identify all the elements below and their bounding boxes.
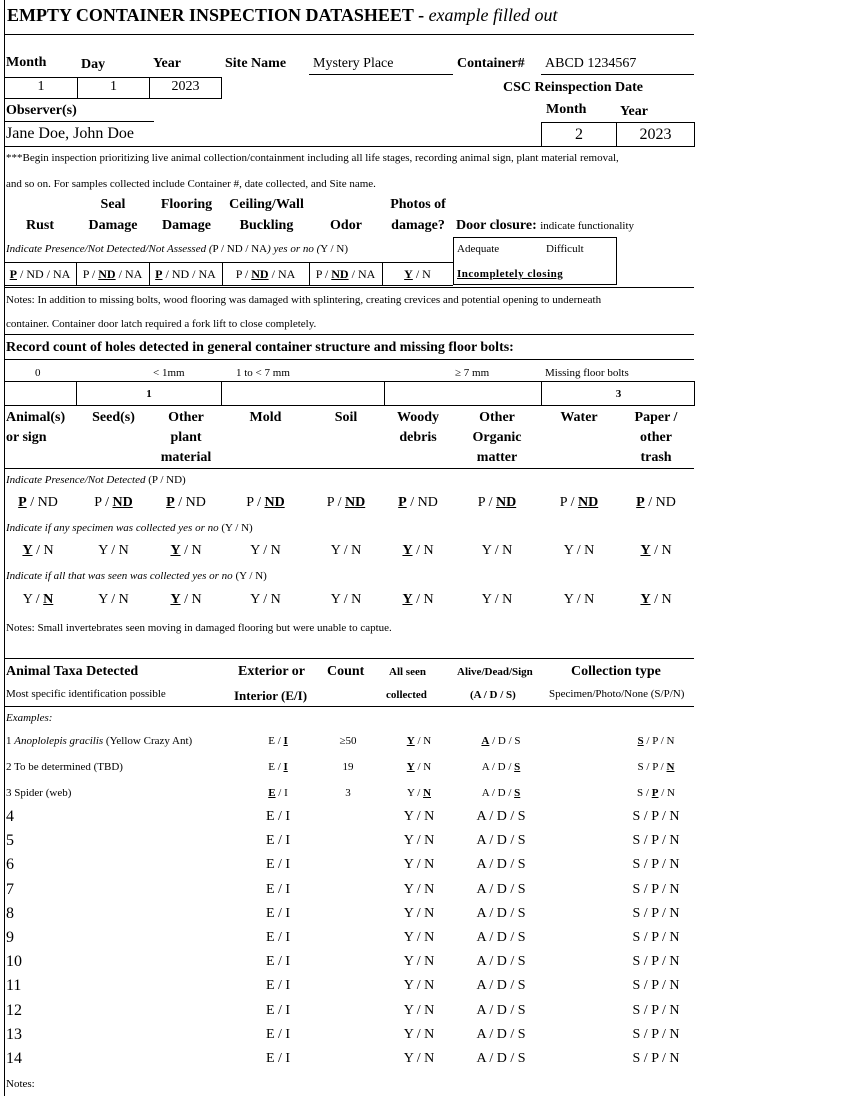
row-6-seen[interactable]: Y / N: [403, 857, 435, 873]
all-seen-value-1[interactable]: Y / N: [98, 592, 129, 607]
row-7-ei[interactable]: E / I: [265, 881, 291, 897]
example-ads-1[interactable]: A / D / S: [481, 735, 521, 747]
material-header-6-line2: matter: [476, 450, 518, 465]
material-header-3-line0: Mold: [249, 410, 282, 425]
title-sub: example filled out: [428, 5, 558, 25]
specimen-value-0[interactable]: Y / N: [22, 543, 54, 558]
all-seen-value-2[interactable]: Y / N: [170, 592, 202, 607]
site-label: Site Name: [225, 56, 287, 71]
ei-header: Exterior or: [238, 664, 305, 679]
material-header-2-line1: plant: [170, 430, 202, 445]
holes-label-lt1: < 1mm: [153, 367, 185, 379]
example-name-1[interactable]: 1 Anoplolepis gracilis (Yellow Crazy Ant): [6, 735, 193, 747]
material-header-5-line0: Woody: [396, 410, 439, 425]
csc-month-value[interactable]: 2: [575, 126, 583, 143]
material-header-0-line0: Animal(s): [6, 410, 66, 425]
material-header-0-line1: or sign: [6, 430, 47, 445]
row-number-7: 7: [6, 880, 14, 898]
damage-header-2-line1: Flooring: [160, 197, 213, 212]
row-10-ctype[interactable]: S / P / N: [632, 954, 680, 970]
example-seen-1[interactable]: Y / N: [406, 735, 432, 747]
damage-header-3-line2: Buckling: [239, 218, 294, 233]
title-main: EMPTY CONTAINER INSPECTION DATASHEET -: [7, 5, 425, 25]
csc-label: CSC Reinspection Date: [503, 80, 643, 95]
damage-header-0-line2: Rust: [25, 218, 54, 233]
count-header: Count: [327, 664, 365, 679]
material-header-7-line0: Water: [560, 410, 598, 425]
holes-label-bolts: Missing floor bolts: [545, 367, 629, 379]
damage-value-1[interactable]: P / ND / NA: [82, 267, 143, 281]
material-header-8-line2: trash: [640, 450, 672, 465]
material-header-1-line0: Seed(s): [92, 410, 135, 425]
row-5-ei[interactable]: E / I: [265, 833, 291, 849]
damage-header-5-line2: damage?: [391, 218, 445, 233]
example-name-2[interactable]: 2 To be determined (TBD): [6, 761, 123, 773]
all-seen-value-4[interactable]: Y / N: [330, 592, 362, 607]
all-seen-value-0[interactable]: Y / N: [22, 592, 54, 607]
material-header-8-line0: Paper /: [634, 410, 678, 425]
container-value[interactable]: ABCD 1234567: [545, 56, 637, 71]
month-label: Month: [6, 55, 47, 70]
alive-header: Alive/Dead/Sign: [457, 666, 533, 678]
row-11-ads[interactable]: A / D / S: [476, 978, 526, 994]
specimen-value-4[interactable]: Y / N: [330, 543, 362, 558]
example-name-3[interactable]: 3 Spider (web): [6, 787, 72, 799]
door-adequate[interactable]: Adequate: [457, 243, 500, 255]
specimen-value-7[interactable]: Y / N: [563, 543, 595, 558]
holes-title: Record count of holes detected in general container structure and missing floor bolts:: [6, 340, 514, 355]
row-9-ads[interactable]: A / D / S: [476, 930, 526, 945]
specimen-value-6[interactable]: Y / N: [481, 543, 513, 558]
taxa-notes: Notes:: [6, 1078, 35, 1090]
presence-hint: Indicate Presence/Not Detected (P / ND): [6, 474, 186, 486]
instructions-line-2: and so on. For samples collected include Container #, date collected, and Site name.: [6, 178, 376, 190]
row-11-seen[interactable]: Y / N: [403, 978, 435, 994]
damage-header-2-line2: Damage: [162, 218, 211, 233]
holes-value-lt1[interactable]: 1: [146, 388, 152, 400]
damage-header-1-line2: Damage: [88, 218, 138, 233]
row-number-6: 6: [6, 856, 14, 874]
material-header-5-line1: debris: [399, 430, 437, 445]
row-5-seen[interactable]: Y / N: [403, 833, 435, 849]
row-11-ei[interactable]: E / I: [265, 978, 291, 994]
row-9-ctype[interactable]: S / P / N: [632, 930, 680, 945]
row-6-ads[interactable]: A / D / S: [476, 857, 526, 873]
row-12-ctype[interactable]: S / P / N: [632, 1002, 680, 1018]
presence-value-8[interactable]: P / ND: [636, 495, 676, 510]
damage-value-4[interactable]: P / ND / NA: [315, 267, 376, 281]
row-13-ctype[interactable]: S / P / N: [632, 1026, 680, 1042]
material-header-6-line1: Organic: [472, 430, 522, 445]
year-value[interactable]: 2023: [171, 79, 200, 94]
door-difficult[interactable]: Difficult: [546, 243, 584, 255]
observer-value[interactable]: Jane Doe, John Doe: [6, 125, 134, 142]
row-14-ads[interactable]: A / D / S: [476, 1051, 526, 1066]
ei-header-2: Interior (E/I): [234, 688, 308, 703]
damage-header-3-line1: Ceiling/Wall: [229, 197, 304, 212]
presence-value-6[interactable]: P / ND: [477, 495, 517, 510]
row-9-seen[interactable]: Y / N: [403, 930, 435, 945]
material-header-6-line0: Other: [479, 410, 515, 425]
row-12-ads[interactable]: A / D / S: [476, 1002, 526, 1018]
row-6-ei[interactable]: E / I: [265, 857, 291, 873]
material-header-4-line0: Soil: [334, 410, 358, 425]
example-ads-3[interactable]: A / D / S: [481, 787, 521, 799]
row-10-seen[interactable]: Y / N: [403, 954, 435, 970]
example-seen-2[interactable]: Y / N: [406, 761, 432, 773]
row-number-11: 11: [6, 977, 22, 995]
row-14-ctype[interactable]: S / P / N: [632, 1051, 680, 1066]
all-seen-hint: Indicate if all that was seen was collected yes or no (Y / N): [6, 570, 267, 582]
row-8-ei[interactable]: E / I: [265, 905, 291, 921]
example-count-2[interactable]: 19: [342, 761, 354, 773]
example-ads-2[interactable]: A / D / S: [481, 761, 521, 773]
all-seen-value-6[interactable]: Y / N: [481, 592, 513, 607]
month-value[interactable]: 1: [37, 79, 45, 94]
row-7-seen[interactable]: Y / N: [403, 881, 435, 897]
row-number-8: 8: [6, 904, 14, 922]
damage-value-3[interactable]: P / ND / NA: [235, 267, 296, 281]
specimen-value-2[interactable]: Y / N: [170, 543, 202, 558]
day-label: Day: [81, 57, 106, 72]
damage-header-1-line1: Seal: [100, 197, 126, 212]
row-8-ads[interactable]: A / D / S: [476, 905, 526, 921]
example-ctype-2[interactable]: S / P / N: [637, 761, 675, 773]
row-4-ads[interactable]: A / D / S: [476, 809, 526, 824]
examples-label: Examples:: [6, 712, 53, 724]
damage-value-5[interactable]: Y / N: [404, 267, 431, 281]
specimen-hint: Indicate if any specimen was collected yes or no (Y / N): [6, 522, 253, 534]
damage-value-0[interactable]: P / ND / NA: [9, 267, 71, 281]
row-4-seen[interactable]: Y / N: [403, 809, 435, 824]
row-number-13: 13: [6, 1025, 22, 1043]
presence-value-5[interactable]: P / ND: [398, 495, 438, 510]
row-6-ctype[interactable]: S / P / N: [632, 857, 680, 873]
presence-value-7[interactable]: P / ND: [559, 495, 599, 510]
door-closure-label: Door closure: indicate functionality: [456, 218, 635, 233]
example-ctype-3[interactable]: S / P / N: [637, 787, 675, 799]
holes-value-bolts[interactable]: 3: [615, 388, 622, 400]
row-14-seen[interactable]: Y / N: [403, 1051, 435, 1066]
example-ei-2[interactable]: E / I: [268, 761, 288, 773]
example-ei-3[interactable]: E / I: [268, 787, 288, 799]
damage-value-2[interactable]: P / ND / NA: [155, 267, 216, 281]
damage-notes-line-2: container. Container door latch required a fork lift to close completely.: [6, 318, 317, 330]
row-5-ctype[interactable]: S / P / N: [632, 833, 680, 849]
row-8-ctype[interactable]: S / P / N: [632, 905, 680, 921]
material-header-2-line2: material: [160, 450, 212, 465]
row-14-ei[interactable]: E / I: [265, 1051, 291, 1066]
presence-value-1[interactable]: P / ND: [94, 495, 133, 510]
all-seen-value-7[interactable]: Y / N: [563, 592, 595, 607]
example-ei-1[interactable]: E / I: [268, 735, 288, 747]
example-count-1[interactable]: ≥50: [339, 735, 357, 747]
all-seen-header: All seen: [389, 666, 426, 678]
material-header-2-line0: Other: [168, 410, 204, 425]
all-seen-value-3[interactable]: Y / N: [250, 592, 281, 607]
holes-label-1to7: 1 to < 7 mm: [236, 367, 290, 379]
example-seen-3[interactable]: Y / N: [406, 787, 432, 799]
row-7-ads[interactable]: A / D / S: [476, 881, 526, 897]
csc-month-label: Month: [546, 102, 587, 117]
container-label: Container#: [457, 56, 525, 71]
damage-indicate-hint: Indicate Presence/Not Detected/Not Assessed (P / ND / NA) yes or no (Y / N): [6, 243, 348, 255]
presence-value-2[interactable]: P / ND: [166, 495, 206, 510]
row-10-ads[interactable]: A / D / S: [476, 954, 526, 970]
row-number-4: 4: [6, 808, 14, 825]
year-label: Year: [153, 56, 181, 71]
holes-label-ge7: ≥ 7 mm: [455, 367, 490, 379]
damage-header-4-line2: Odor: [330, 218, 362, 233]
instructions-line-1: ***Begin inspection prioritizing live animal collection/containment including all life stages, recording animal sign, plant material removal,: [6, 152, 619, 164]
row-number-14: 14: [6, 1050, 22, 1067]
presence-value-4[interactable]: P / ND: [326, 495, 366, 510]
row-7-ctype[interactable]: S / P / N: [632, 881, 680, 897]
door-incomplete[interactable]: Incompletely closing: [457, 268, 564, 280]
row-5-ads[interactable]: A / D / S: [476, 833, 526, 849]
taxa-subheader: Most specific identification possible: [6, 688, 166, 700]
row-13-ads[interactable]: A / D / S: [476, 1026, 526, 1042]
csc-year-label: Year: [620, 104, 648, 119]
all-seen-value-8[interactable]: Y / N: [640, 592, 672, 607]
row-9-ei[interactable]: E / I: [265, 930, 291, 945]
materials-notes: Notes: Small invertebrates seen moving in damaged flooring but were unable to captue.: [6, 622, 392, 634]
alive-header-2: (A / D / S): [470, 689, 516, 701]
damage-notes-line-1: Notes: In addition to missing bolts, wood flooring was damaged with splintering, creating crevices and potential opening to underneath: [6, 294, 602, 306]
row-number-5: 5: [6, 832, 14, 850]
row-13-ei[interactable]: E / I: [265, 1026, 291, 1042]
specimen-value-1[interactable]: Y / N: [98, 543, 129, 558]
row-12-seen[interactable]: Y / N: [403, 1002, 435, 1018]
row-number-9: 9: [6, 929, 14, 946]
holes-label-0: 0: [35, 367, 41, 379]
damage-header-5-line1: Photos of: [390, 197, 446, 212]
all-seen-header-2: collected: [386, 689, 427, 701]
row-13-seen[interactable]: Y / N: [403, 1026, 435, 1042]
site-value[interactable]: Mystery Place: [313, 56, 394, 71]
day-value[interactable]: 1: [110, 79, 117, 94]
row-4-ctype[interactable]: S / P / N: [632, 809, 680, 824]
taxa-header: Animal Taxa Detected: [6, 664, 139, 679]
material-header-8-line1: other: [640, 430, 672, 445]
specimen-value-3[interactable]: Y / N: [250, 543, 281, 558]
presence-value-0[interactable]: P / ND: [18, 495, 58, 510]
row-4-ei[interactable]: E / I: [265, 809, 291, 824]
specimen-value-8[interactable]: Y / N: [640, 543, 672, 558]
specimen-value-5[interactable]: Y / N: [402, 543, 434, 558]
row-number-12: 12: [6, 1001, 22, 1019]
all-seen-value-5[interactable]: Y / N: [402, 592, 434, 607]
csc-year-value[interactable]: 2023: [639, 126, 672, 143]
row-11-ctype[interactable]: S / P / N: [632, 978, 680, 994]
row-number-10: 10: [6, 953, 22, 971]
presence-value-3[interactable]: P / ND: [246, 495, 285, 510]
row-8-seen[interactable]: Y / N: [403, 905, 435, 921]
observer-label: Observer(s): [6, 103, 77, 118]
row-10-ei[interactable]: E / I: [265, 954, 291, 970]
example-count-3[interactable]: 3: [345, 787, 351, 799]
page-title: [7, 5, 558, 26]
example-ctype-1[interactable]: S / P / N: [637, 735, 675, 747]
ctype-header-2: Specimen/Photo/None (S/P/N): [549, 688, 685, 700]
row-12-ei[interactable]: E / I: [265, 1002, 291, 1018]
ctype-header: Collection type: [571, 664, 661, 679]
